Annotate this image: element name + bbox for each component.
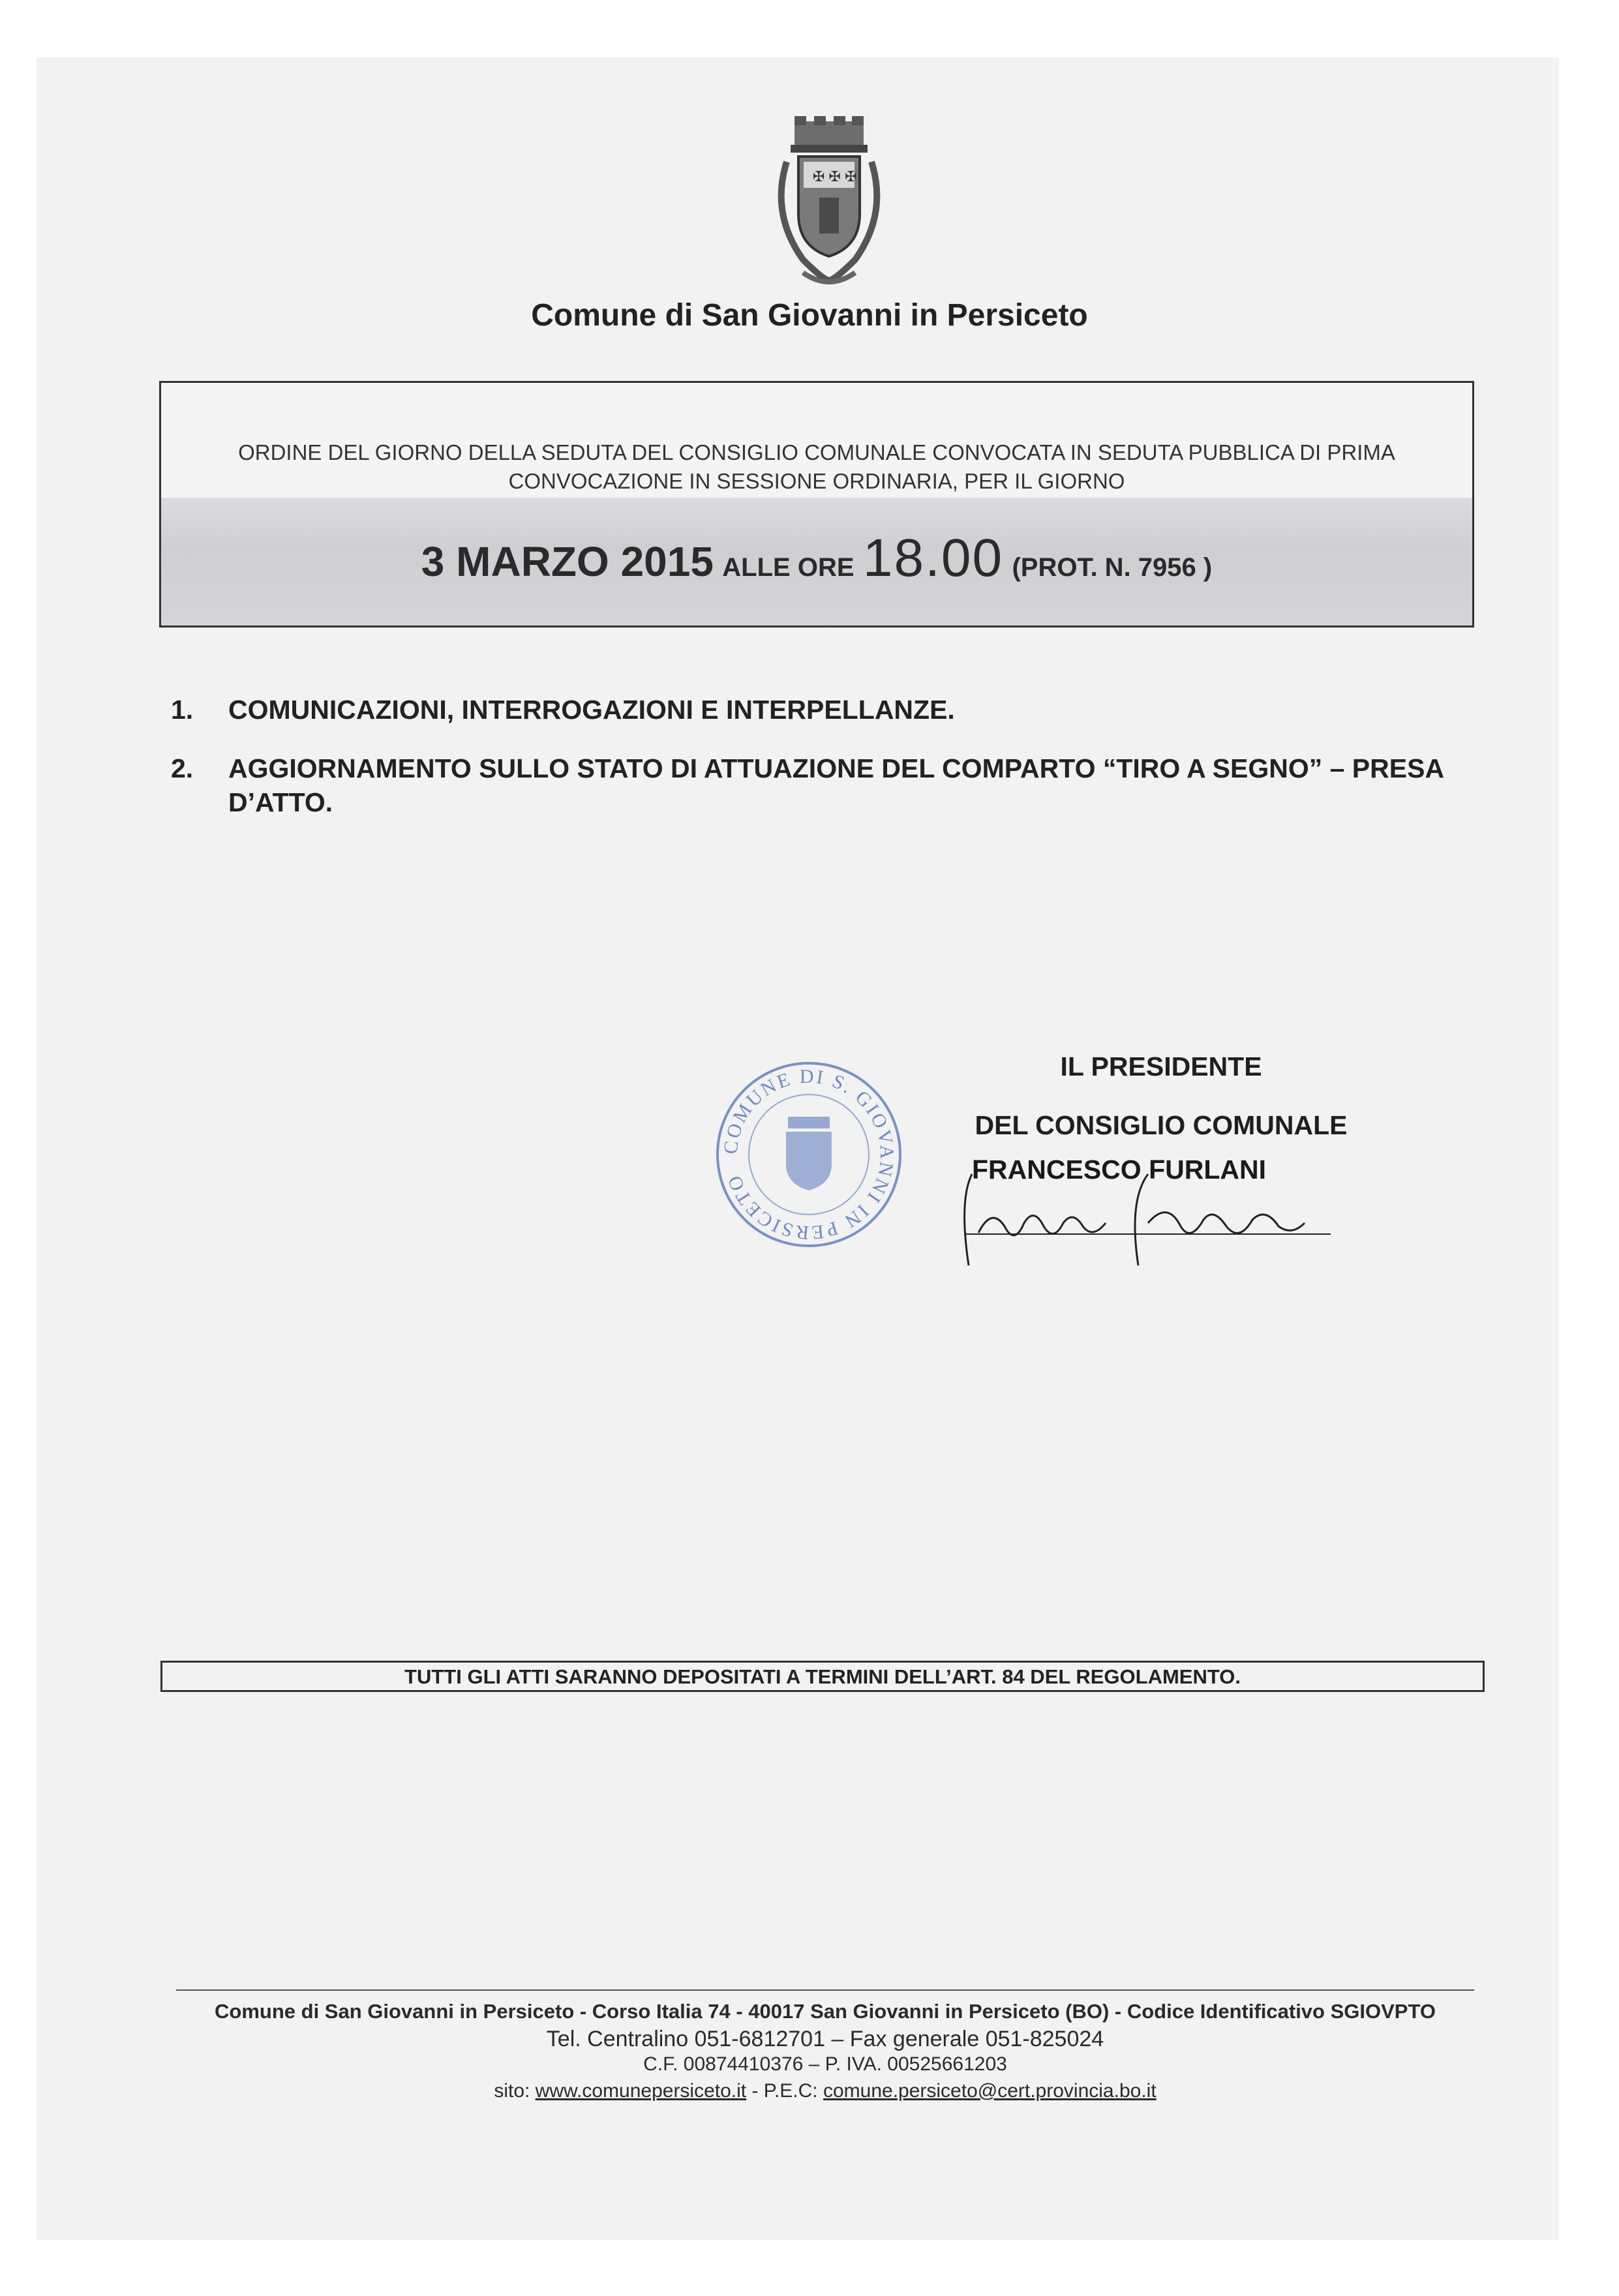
agenda-item-number: 2. [171,753,194,783]
website-link[interactable]: www.comunepersiceto.it [535,2080,747,2102]
agenda-item-number: 1. [171,695,194,725]
footer [163,1997,1487,2106]
meeting-date-line [161,528,1472,589]
agenda-item [171,693,1462,727]
president-title: IL PRESIDENTE [1060,1051,1262,1081]
president-name: FRANCESCO FURLANI [972,1155,1266,1185]
protocol-number: (PROT. N. 7956 ) [1012,553,1213,582]
intro-line-1: ORDINE DEL GIORNO DELLA SEDUTA DEL CONSIGLIO COMUNALE CONVOCATA IN SEDUTA PUBBLICA DI PRIMA [238,440,1395,464]
agenda-item-text: COMUNICAZIONI, INTERROGAZIONI E INTERPELLANZE. [228,695,955,725]
svg-text:✠ ✠ ✠: ✠ ✠ ✠ [813,168,857,185]
handwritten-signature [952,1161,1344,1272]
council-title: DEL CONSIGLIO COMUNALE [975,1110,1348,1140]
official-stamp-icon [711,1057,907,1252]
alle-ore-label: ALLE ORE [722,553,855,582]
footer-divider [176,1989,1474,1991]
municipality-title: Comune di San Giovanni in Persiceto [531,298,1088,333]
intro-line-2: CONVOCAZIONE IN SESSIONE ORDINARIA, PER IL GIORNO [508,469,1125,493]
stamp-text: COMUNE DI S. GIOVANNI IN PERSICETO [719,1065,898,1244]
footer-tax-ids: C.F. 00874410376 – P. IVA. 00525661203 [643,2053,1007,2075]
pec-label: - P.E.C: [746,2080,823,2102]
footer-address: Comune di San Giovanni in Persiceto - Corso Italia 74 - 40017 San Giovanni in Persiceto (BO) - Codice Identificativo SGIOVPTO [215,2000,1436,2023]
deposit-notice-box: TUTTI GLI ATTI SARANNO DEPOSITATI A TERMINI DELL’ART. 84 DEL REGOLAMENTO. [160,1661,1485,1692]
convocation-box [159,381,1474,627]
agenda-item [171,751,1462,819]
pec-email-link[interactable]: comune.persiceto@cert.provincia.bo.it [823,2080,1157,2102]
coat-of-arms-icon [767,116,891,291]
footer-contacts [163,2077,1487,2106]
meeting-date: 3 MARZO 2015 [421,538,714,585]
agenda-item-text: AGGIORNAMENTO SULLO STATO DI ATTUAZIONE DEL COMPARTO “TIRO A SEGNO” – PRESA D’ATTO. [228,753,1444,817]
meeting-time: 18.00 [862,528,1004,588]
signature-block [913,1037,1409,1155]
convocation-intro [161,438,1472,496]
agenda-list [171,693,1462,844]
sito-label: sito: [494,2080,536,2102]
footer-phone: Tel. Centralino 051-6812701 – Fax generale 051-825024 [546,2027,1104,2051]
